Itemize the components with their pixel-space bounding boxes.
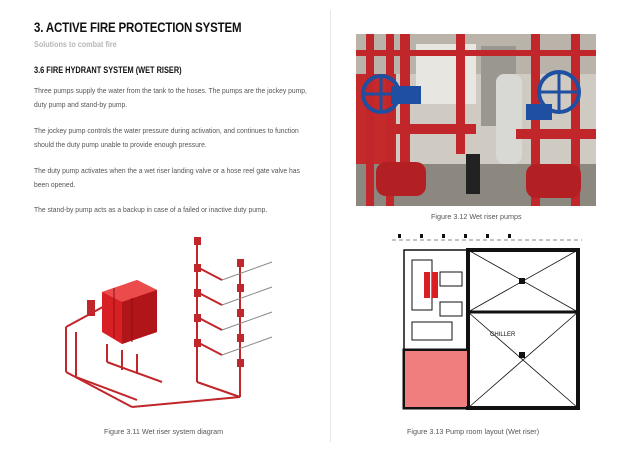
page-divider	[330, 10, 331, 442]
paragraph-jockey-pump: The jockey pump controls the water pressure during activation, and continues to function should the duty pump unable to provide enough pressure.	[34, 126, 299, 149]
caption-figure-3-13: Figure 3.13 Pump room layout (Wet riser)	[407, 427, 540, 436]
wet-riser-pumps-photo	[356, 34, 596, 206]
paragraph-duty-pump: The duty pump activates when the a wet riser landing valve or a hose reel gate valve has been opened.	[34, 166, 300, 189]
page-subtitle: Solutions to combat fire	[34, 39, 117, 49]
paragraph-pumps-intro: Three pumps supply the water from the tank to the hoses. The pumps are the jockey pump, duty pump and stand-by pump.	[34, 86, 307, 109]
chiller-room-label: CHILLER	[490, 332, 516, 338]
caption-figure-3-12: Figure 3.12 Wet riser pumps	[431, 212, 522, 221]
section-heading: 3.6 FIRE HYDRANT SYSTEM (WET RISER)	[34, 65, 182, 75]
wet-riser-system-diagram	[62, 232, 282, 412]
pump-room-layout-plan	[392, 232, 582, 410]
caption-figure-3-11: Figure 3.11 Wet riser system diagram	[104, 427, 224, 436]
paragraph-standby-pump: The stand-by pump acts as a backup in case of a failed or inactive duty pump.	[34, 205, 268, 214]
page-title: 3. ACTIVE FIRE PROTECTION SYSTEM	[34, 19, 242, 35]
